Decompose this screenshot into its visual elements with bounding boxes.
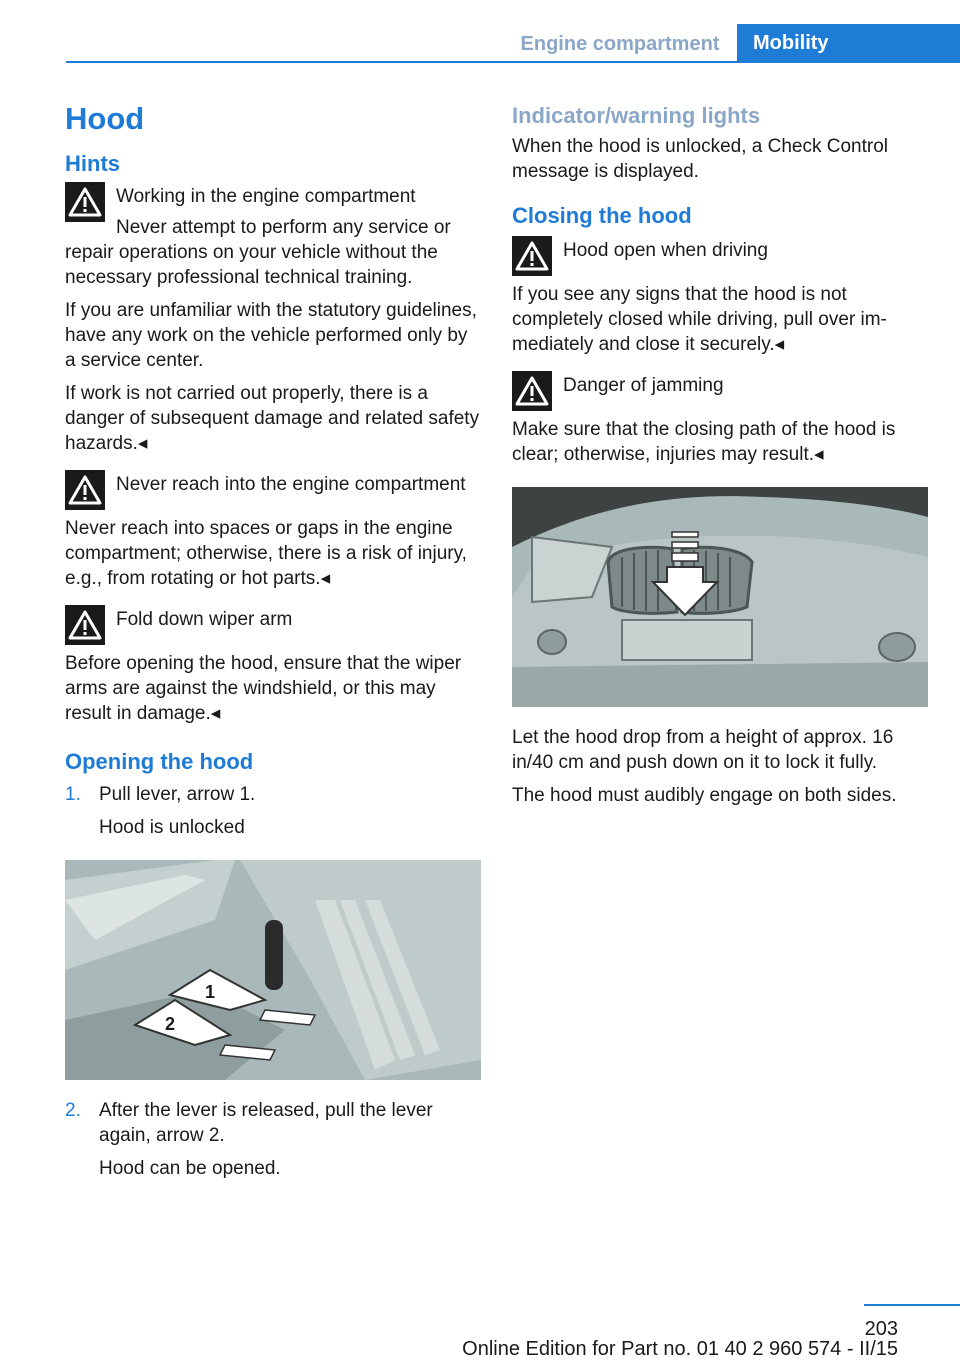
warning-text: Make sure that the closing path of the hood is clear; otherwise, injuries may result.◂ <box>512 419 896 465</box>
closing-instruction: Let the hood drop from a height of approx. 16 in/40 cm and push down on it to lock it fully. <box>512 727 894 773</box>
warning-never-reach <box>65 472 481 591</box>
warning-title: Hood open when driving <box>563 240 768 261</box>
warning-title: Danger of jamming <box>563 375 724 396</box>
step-subtext: Hood is unlocked <box>99 817 245 838</box>
warning-text: Before opening the hood, ensure that the wiper arms are against the windshield, or this may result in damage.◂ <box>65 653 462 724</box>
warning-triangle-icon <box>65 470 105 510</box>
step-item <box>65 1098 481 1189</box>
left-column <box>65 100 481 1189</box>
closing-note: The hood must audibly engage on both sides. <box>512 785 897 806</box>
step-text: After the lever is released, pull the lever again, arrow 2. <box>99 1100 433 1146</box>
warning-working-engine <box>65 184 481 456</box>
page-title: Hood <box>65 101 145 136</box>
warning-text: If you are unfamiliar with the statutory guidelines, have any work on the vehicle performed only by a service center. <box>65 300 477 371</box>
page-number: 203 <box>864 1318 898 1340</box>
step-item <box>65 782 481 848</box>
warning-hood-open-driving <box>512 238 928 357</box>
figure-label-1: 1 <box>205 982 216 1002</box>
page-header <box>0 0 960 62</box>
header-chapter-tab: Mobility <box>737 24 960 62</box>
warning-jamming <box>512 373 928 467</box>
edition-footer: Online Edition for Part no. 01 40 2 960 574 - II/15 <box>462 1338 898 1360</box>
warning-triangle-icon <box>65 605 105 645</box>
step-text: Pull lever, arrow 1. <box>99 784 256 805</box>
closing-hood-heading: Closing the hood <box>512 203 692 228</box>
warning-text: Never reach into spaces or gaps in the engine compartment; otherwise, there is a risk of injury, e.g., from rotating or hot parts.◂ <box>65 518 467 589</box>
warning-title: Never reach into the engine compartment <box>116 474 466 495</box>
indicator-heading: Indicator/warning lights <box>512 103 761 128</box>
right-column <box>512 100 928 816</box>
step-subtext: Hood can be opened. <box>99 1158 281 1179</box>
warning-title: Fold down wiper arm <box>116 609 293 630</box>
warning-wiper-arm <box>65 607 481 726</box>
footer-rule <box>864 1304 960 1306</box>
opening-steps <box>65 782 481 1189</box>
opening-hood-heading: Opening the hood <box>65 749 254 774</box>
step-number: 2. <box>65 1100 81 1121</box>
hints-heading: Hints <box>65 151 120 176</box>
header-section-label: Engine compartment <box>520 32 720 55</box>
warning-text: Never attempt to perform any service or repair operations on your vehicle without the necessary professional technical training. <box>65 217 451 288</box>
warning-text: If work is not carried out properly, there is a danger of subsequent damage and related safety hazards.◂ <box>65 383 480 454</box>
figure-label-2: 2 <box>165 1014 176 1034</box>
step-number: 1. <box>65 784 81 805</box>
warning-title: Working in the engine compartment <box>116 186 416 207</box>
warning-triangle-icon <box>512 236 552 276</box>
warning-triangle-icon <box>512 371 552 411</box>
indicator-text: When the hood is unlocked, a Check Control message is displayed. <box>512 136 888 182</box>
hood-lever-figure <box>65 860 481 1080</box>
hood-closing-figure <box>512 487 928 707</box>
warning-text: If you see any signs that the hood is not completely closed while driving, pull over immediately and close it securely.◂ <box>512 284 887 355</box>
header-rule <box>66 61 960 63</box>
